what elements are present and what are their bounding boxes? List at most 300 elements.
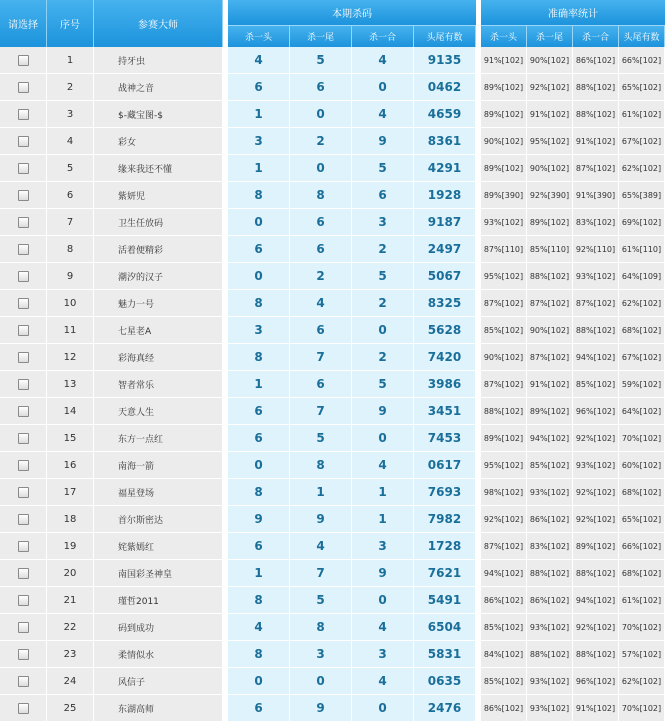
stat-tail-value: 85%[110] (527, 236, 573, 263)
kill-head-value: 6 (228, 695, 290, 722)
stat-head-value: 85%[102] (481, 614, 527, 641)
row-select-checkbox[interactable] (18, 703, 29, 714)
stat-tail-value: 88%[102] (527, 560, 573, 587)
stat-headtail-value: 66%[102] (619, 533, 665, 560)
kill-tail-value: 6 (290, 236, 352, 263)
master-name: 瑾哲2011 (94, 587, 223, 614)
kill-tail-value: 4 (290, 290, 352, 317)
row-number: 6 (47, 182, 94, 209)
row-select-checkbox[interactable] (18, 352, 29, 363)
stat-head-value: 98%[102] (481, 479, 527, 506)
stat-head-value: 88%[102] (481, 398, 527, 425)
row-number: 11 (47, 317, 94, 344)
head-tail-value: 5831 (414, 641, 476, 668)
select-cell (0, 155, 47, 182)
stat-headtail-value: 69%[102] (619, 209, 665, 236)
row-select-checkbox[interactable] (18, 136, 29, 147)
kill-head-value: 8 (228, 344, 290, 371)
kill-sum-value: 0 (352, 695, 414, 722)
table-row (0, 587, 665, 614)
stat-sum-value: 96%[102] (573, 668, 619, 695)
stat-sum-value: 89%[102] (573, 533, 619, 560)
stat-sum-value: 93%[102] (573, 263, 619, 290)
kill-head-value: 3 (228, 128, 290, 155)
row-number: 25 (47, 695, 94, 722)
row-select-checkbox[interactable] (18, 82, 29, 93)
master-name: 姹紫嫣红 (94, 533, 223, 560)
row-select-checkbox[interactable] (18, 487, 29, 498)
stat-tail-value: 94%[102] (527, 425, 573, 452)
kill-tail-value: 2 (290, 263, 352, 290)
row-select-checkbox[interactable] (18, 676, 29, 687)
stat-sum-value: 92%[102] (573, 614, 619, 641)
stat-head-value: 90%[102] (481, 344, 527, 371)
kill-head-value: 8 (228, 641, 290, 668)
stat-headtail-value: 65%[102] (619, 506, 665, 533)
kill-head-value: 0 (228, 209, 290, 236)
kill-sum-value: 9 (352, 560, 414, 587)
stat-headtail-value: 62%[102] (619, 290, 665, 317)
master-name: 南海一箭 (94, 452, 223, 479)
master-name: 福星登场 (94, 479, 223, 506)
select-cell (0, 452, 47, 479)
row-number: 18 (47, 506, 94, 533)
row-select-checkbox[interactable] (18, 298, 29, 309)
master-header: 参赛大师 (94, 0, 223, 47)
row-select-checkbox[interactable] (18, 190, 29, 201)
kill-sum-value: 1 (352, 506, 414, 533)
master-name: 彩女 (94, 128, 223, 155)
head-tail-value: 7453 (414, 425, 476, 452)
stat-headtail-value: 67%[102] (619, 344, 665, 371)
table-row (0, 290, 665, 317)
stat-head-value: 84%[102] (481, 641, 527, 668)
kill-tail-value: 5 (290, 425, 352, 452)
stat-tail-value: 92%[390] (527, 182, 573, 209)
head-tail-value: 9187 (414, 209, 476, 236)
kill-head-value: 1 (228, 101, 290, 128)
master-name: 紫妍児 (94, 182, 223, 209)
master-name: 码到成功 (94, 614, 223, 641)
kill-sum-value: 4 (352, 101, 414, 128)
kill-sum-value: 3 (352, 533, 414, 560)
stat-sum-value: 96%[102] (573, 398, 619, 425)
kill-head-value: 0 (228, 452, 290, 479)
master-name: 彩海真经 (94, 344, 223, 371)
kill-sum-value: 0 (352, 425, 414, 452)
stat-tail-header: 杀一尾 (527, 26, 573, 47)
stat-tail-value: 91%[102] (527, 101, 573, 128)
select-cell (0, 236, 47, 263)
stat-head-value: 87%[102] (481, 290, 527, 317)
kill-sum-value: 5 (352, 263, 414, 290)
stat-sum-value: 92%[102] (573, 425, 619, 452)
kill-head-value: 0 (228, 668, 290, 695)
head-tail-value: 9135 (414, 47, 476, 74)
stat-sum-value: 94%[102] (573, 344, 619, 371)
table-row (0, 182, 665, 209)
row-number: 22 (47, 614, 94, 641)
stat-headtail-value: 66%[102] (619, 47, 665, 74)
head-tail-value: 1728 (414, 533, 476, 560)
stat-tail-value: 92%[102] (527, 74, 573, 101)
table-row (0, 425, 665, 452)
kill-sum-value: 0 (352, 317, 414, 344)
row-number: 24 (47, 668, 94, 695)
stat-tail-value: 93%[102] (527, 668, 573, 695)
head-tail-value: 4291 (414, 155, 476, 182)
stat-tail-value: 90%[102] (527, 155, 573, 182)
stat-headtail-value: 59%[102] (619, 371, 665, 398)
kill-head-value: 1 (228, 560, 290, 587)
row-number: 17 (47, 479, 94, 506)
table-row (0, 614, 665, 641)
stat-headtail-value: 64%[102] (619, 398, 665, 425)
stats-group-header: 准确率统计 (481, 0, 665, 26)
head-tail-value: 7693 (414, 479, 476, 506)
select-cell (0, 695, 47, 722)
kill-tail-value: 8 (290, 182, 352, 209)
row-number: 8 (47, 236, 94, 263)
kill-tail-value: 6 (290, 317, 352, 344)
head-tail-value: 3986 (414, 371, 476, 398)
stat-sum-value: 88%[102] (573, 317, 619, 344)
table-row (0, 155, 665, 182)
master-name: 潮汐的汉子 (94, 263, 223, 290)
kill-tail-value: 6 (290, 74, 352, 101)
head-tail-value: 7420 (414, 344, 476, 371)
stat-sum-value: 88%[102] (573, 560, 619, 587)
stat-headtail-value: 57%[102] (619, 641, 665, 668)
row-number: 15 (47, 425, 94, 452)
head-tail-value: 7621 (414, 560, 476, 587)
master-name: 缘来我还不懂 (94, 155, 223, 182)
head-tail-value: 2497 (414, 236, 476, 263)
kill-sum-value: 4 (352, 668, 414, 695)
kill-head-value: 3 (228, 317, 290, 344)
stat-tail-value: 89%[102] (527, 398, 573, 425)
stat-tail-value: 93%[102] (527, 695, 573, 722)
stat-head-value: 86%[102] (481, 587, 527, 614)
select-cell (0, 344, 47, 371)
table-row (0, 533, 665, 560)
stat-head-value: 89%[390] (481, 182, 527, 209)
stat-head-value: 89%[102] (481, 425, 527, 452)
master-name: 持牙虫 (94, 47, 223, 74)
table-row (0, 452, 665, 479)
row-select-checkbox[interactable] (18, 595, 29, 606)
row-number: 16 (47, 452, 94, 479)
row-number: 21 (47, 587, 94, 614)
stat-sum-value: 92%[110] (573, 236, 619, 263)
row-select-checkbox[interactable] (18, 406, 29, 417)
master-name: 风信子 (94, 668, 223, 695)
master-name: 七星老A (94, 317, 223, 344)
stat-tail-value: 88%[102] (527, 641, 573, 668)
row-select-checkbox[interactable] (18, 514, 29, 525)
stat-headtail-value: 61%[102] (619, 101, 665, 128)
stat-head-value: 87%[102] (481, 533, 527, 560)
kill-head-value: 8 (228, 479, 290, 506)
stat-sum-value: 83%[102] (573, 209, 619, 236)
select-cell (0, 668, 47, 695)
stat-sum-value: 87%[102] (573, 290, 619, 317)
stat-head-value: 89%[102] (481, 101, 527, 128)
head-tail-value: 2476 (414, 695, 476, 722)
stat-head-value: 86%[102] (481, 695, 527, 722)
kill-tail-value: 7 (290, 344, 352, 371)
master-name: 活着便精彩 (94, 236, 223, 263)
master-name: 首尔斯密达 (94, 506, 223, 533)
kill-head-value: 6 (228, 398, 290, 425)
kill-sum-value: 5 (352, 155, 414, 182)
stat-tail-value: 90%[102] (527, 47, 573, 74)
stat-tail-value: 89%[102] (527, 209, 573, 236)
table-row (0, 641, 665, 668)
select-cell (0, 101, 47, 128)
kill-tail-value: 9 (290, 695, 352, 722)
row-number: 10 (47, 290, 94, 317)
row-select-checkbox[interactable] (18, 244, 29, 255)
stat-tail-value: 95%[102] (527, 128, 573, 155)
table-row (0, 47, 665, 74)
kill-sum-value: 4 (352, 452, 414, 479)
select-cell (0, 209, 47, 236)
stat-headtail-value: 61%[110] (619, 236, 665, 263)
master-name: 东湖高师 (94, 695, 223, 722)
kill-head-header: 杀一头 (228, 26, 290, 47)
head-tail-value: 5067 (414, 263, 476, 290)
stat-headtail-value: 60%[102] (619, 452, 665, 479)
kill-sum-header: 杀一合 (352, 26, 414, 47)
kill-group-header: 本期杀码 (228, 0, 476, 26)
table-row (0, 317, 665, 344)
row-select-checkbox[interactable] (18, 163, 29, 174)
stat-sum-value: 87%[102] (573, 155, 619, 182)
kill-tail-value: 2 (290, 128, 352, 155)
head-tail-value: 5628 (414, 317, 476, 344)
master-name: 东方一点红 (94, 425, 223, 452)
row-number: 4 (47, 128, 94, 155)
master-name: 天意人生 (94, 398, 223, 425)
stat-sum-value: 91%[102] (573, 695, 619, 722)
stat-headtail-value: 70%[102] (619, 614, 665, 641)
stat-headtail-value: 65%[102] (619, 74, 665, 101)
select-cell (0, 74, 47, 101)
kill-tail-value: 8 (290, 452, 352, 479)
table-row (0, 695, 665, 722)
row-select-checkbox[interactable] (18, 433, 29, 444)
kill-head-value: 1 (228, 371, 290, 398)
kill-sum-value: 0 (352, 587, 414, 614)
table-row (0, 101, 665, 128)
row-select-checkbox[interactable] (18, 217, 29, 228)
stat-tail-value: 93%[102] (527, 614, 573, 641)
kill-sum-value: 3 (352, 209, 414, 236)
select-cell (0, 641, 47, 668)
stat-sum-value: 88%[102] (573, 641, 619, 668)
row-number: 20 (47, 560, 94, 587)
kill-sum-value: 3 (352, 641, 414, 668)
stat-headtail-value: 62%[102] (619, 155, 665, 182)
kill-sum-value: 6 (352, 182, 414, 209)
stat-tail-value: 88%[102] (527, 263, 573, 290)
kill-sum-value: 4 (352, 614, 414, 641)
row-number: 3 (47, 101, 94, 128)
master-name: 智者常乐 (94, 371, 223, 398)
row-select-checkbox[interactable] (18, 325, 29, 336)
master-name: $-藏宝图-$ (94, 101, 223, 128)
stat-tail-value: 87%[102] (527, 290, 573, 317)
number-header: 序号 (47, 0, 94, 47)
row-select-checkbox[interactable] (18, 460, 29, 471)
stat-sum-value: 88%[102] (573, 74, 619, 101)
stat-tail-value: 86%[102] (527, 587, 573, 614)
row-select-checkbox[interactable] (18, 55, 29, 66)
select-cell (0, 290, 47, 317)
stat-sum-value: 92%[102] (573, 479, 619, 506)
head-tail-value: 0617 (414, 452, 476, 479)
kill-tail-value: 4 (290, 533, 352, 560)
kill-head-value: 8 (228, 290, 290, 317)
kill-sum-value: 2 (352, 344, 414, 371)
kill-tail-value: 5 (290, 47, 352, 74)
table-row (0, 479, 665, 506)
head-tail-value: 8361 (414, 128, 476, 155)
row-number: 12 (47, 344, 94, 371)
row-number: 2 (47, 74, 94, 101)
stat-head-value: 85%[102] (481, 668, 527, 695)
master-name: 柔情似水 (94, 641, 223, 668)
kill-head-value: 4 (228, 47, 290, 74)
head-tail-value: 6504 (414, 614, 476, 641)
stat-head-value: 87%[110] (481, 236, 527, 263)
stat-headtail-value: 68%[102] (619, 560, 665, 587)
stat-head-value: 87%[102] (481, 371, 527, 398)
table-row (0, 74, 665, 101)
row-number: 7 (47, 209, 94, 236)
kill-head-value: 6 (228, 425, 290, 452)
head-tail-value: 0635 (414, 668, 476, 695)
stat-head-value: 93%[102] (481, 209, 527, 236)
row-number: 1 (47, 47, 94, 74)
row-select-checkbox[interactable] (18, 271, 29, 282)
kill-sum-value: 2 (352, 236, 414, 263)
kill-tail-value: 8 (290, 614, 352, 641)
stat-sum-value: 91%[390] (573, 182, 619, 209)
stat-sum-value: 85%[102] (573, 371, 619, 398)
stat-tail-value: 85%[102] (527, 452, 573, 479)
stat-head-value: 89%[102] (481, 155, 527, 182)
kill-tail-value: 6 (290, 371, 352, 398)
select-cell (0, 506, 47, 533)
head-tail-value: 8325 (414, 290, 476, 317)
row-select-checkbox[interactable] (18, 568, 29, 579)
table-row (0, 371, 665, 398)
row-select-checkbox[interactable] (18, 109, 29, 120)
table-row (0, 236, 665, 263)
kill-tail-value: 6 (290, 209, 352, 236)
kill-tail-value: 9 (290, 506, 352, 533)
kill-sum-value: 9 (352, 128, 414, 155)
stat-head-value: 94%[102] (481, 560, 527, 587)
table-row (0, 263, 665, 290)
stat-tail-value: 90%[102] (527, 317, 573, 344)
table-row (0, 128, 665, 155)
kill-tail-value: 7 (290, 560, 352, 587)
kill-tail-value: 7 (290, 398, 352, 425)
kill-tail-header: 杀一尾 (290, 26, 352, 47)
select-cell (0, 182, 47, 209)
select-header: 请选择 (0, 0, 47, 47)
table-row (0, 560, 665, 587)
kill-tail-value: 1 (290, 479, 352, 506)
stat-head-value: 91%[102] (481, 47, 527, 74)
kill-sum-value: 5 (352, 371, 414, 398)
stat-head-value: 92%[102] (481, 506, 527, 533)
master-name: 魅力一号 (94, 290, 223, 317)
select-cell (0, 614, 47, 641)
stat-headtail-value: 65%[389] (619, 182, 665, 209)
select-cell (0, 317, 47, 344)
stat-headtail-value: 62%[102] (619, 668, 665, 695)
kill-sum-value: 1 (352, 479, 414, 506)
stat-head-value: 95%[102] (481, 452, 527, 479)
master-name: 南国彩圣神皇 (94, 560, 223, 587)
kill-head-value: 0 (228, 263, 290, 290)
table-row (0, 209, 665, 236)
kill-sum-value: 9 (352, 398, 414, 425)
stat-headtail-value: 67%[102] (619, 128, 665, 155)
row-number: 13 (47, 371, 94, 398)
select-cell (0, 560, 47, 587)
stat-sum-header: 杀一合 (573, 26, 619, 47)
kill-head-value: 1 (228, 155, 290, 182)
kill-tail-value: 0 (290, 668, 352, 695)
kill-tail-value: 5 (290, 587, 352, 614)
row-select-checkbox[interactable] (18, 649, 29, 660)
stat-sum-value: 93%[102] (573, 452, 619, 479)
kill-sum-value: 2 (352, 290, 414, 317)
head-tail-value: 1928 (414, 182, 476, 209)
stat-head-value: 90%[102] (481, 128, 527, 155)
kill-sum-value: 0 (352, 74, 414, 101)
table-row (0, 398, 665, 425)
head-tail-value: 5491 (414, 587, 476, 614)
stat-headtail-value: 68%[102] (619, 479, 665, 506)
stat-head-value: 89%[102] (481, 74, 527, 101)
row-select-checkbox[interactable] (18, 379, 29, 390)
select-cell (0, 398, 47, 425)
stat-headtail-header: 头尾有数 (619, 26, 665, 47)
select-cell (0, 263, 47, 290)
kill-head-value: 6 (228, 74, 290, 101)
select-cell (0, 587, 47, 614)
table-row (0, 668, 665, 695)
row-select-checkbox[interactable] (18, 541, 29, 552)
kill-head-value: 6 (228, 236, 290, 263)
kill-head-value: 6 (228, 533, 290, 560)
kill-tail-value: 0 (290, 155, 352, 182)
head-tail-value: 0462 (414, 74, 476, 101)
kill-tail-value: 0 (290, 101, 352, 128)
row-select-checkbox[interactable] (18, 622, 29, 633)
row-number: 23 (47, 641, 94, 668)
kill-head-value: 4 (228, 614, 290, 641)
stat-sum-value: 94%[102] (573, 587, 619, 614)
stat-tail-value: 87%[102] (527, 344, 573, 371)
stat-tail-value: 86%[102] (527, 506, 573, 533)
